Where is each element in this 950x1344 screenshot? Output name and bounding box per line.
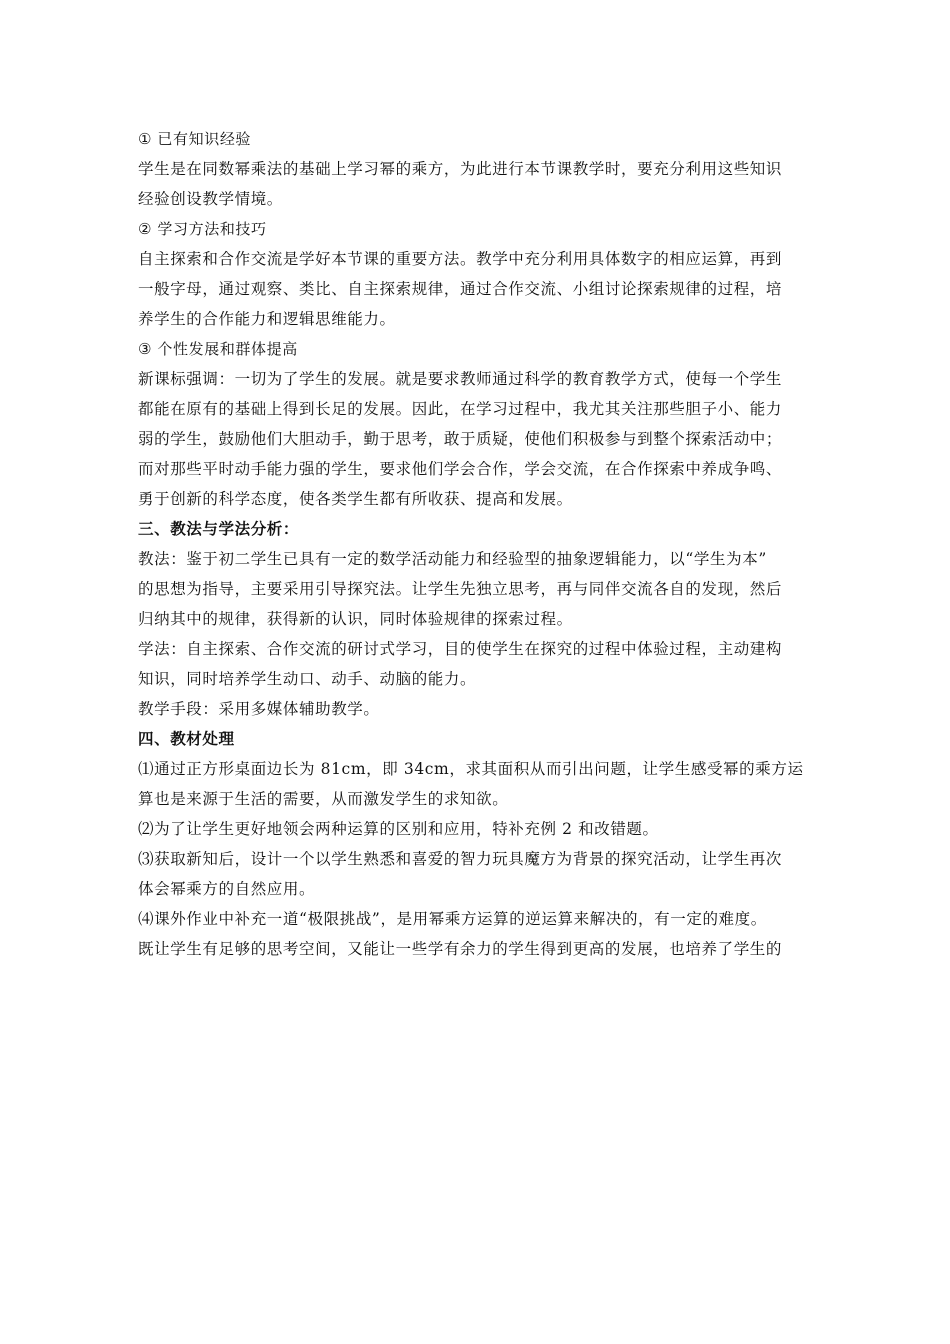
paragraph-line: 一般字母，通过观察、类比、自主探索规律，通过合作交流、小组讨论探索规律的过程，培: [138, 280, 783, 298]
paragraph: [138, 694, 818, 724]
section-heading: 四、教材处理: [138, 729, 235, 748]
paragraph: [138, 544, 818, 634]
paragraph-line: 学法：自主探索、合作交流的研讨式学习，目的使学生在探究的过程中体验过程，主动建构: [138, 640, 783, 658]
paragraph-line: 教法：鉴于初二学生已具有一定的数学活动能力和经验型的抽象逻辑能力，以“学生为本”: [138, 550, 767, 568]
paragraph-line: ⑵为了让学生更好地领会两种运算的区别和应用，特补充例 2 和改错题。: [138, 820, 659, 838]
paragraph-line: 而对那些平时动手能力强的学生，要求他们学会合作，学会交流，在合作探索中养成争鸣、: [138, 460, 783, 478]
paragraph-line: 弱的学生，鼓励他们大胆动手，勤于思考，敢于质疑，使他们积极参与到整个探索活动中；: [138, 430, 783, 448]
paragraph: [138, 844, 818, 904]
subsection-title: ② 学习方法和技巧: [138, 220, 267, 238]
paragraph-line: 新课标强调：一切为了学生的发展。就是要求教师通过科学的教育教学方式，使每一个学生: [138, 370, 783, 388]
paragraph-line: 知识，同时培养学生动口、动手、动脑的能力。: [138, 670, 477, 688]
paragraph-line: 养学生的合作能力和逻辑思维能力。: [138, 310, 396, 328]
paragraph: [138, 154, 818, 214]
document-body: [138, 124, 818, 964]
paragraph-line: 自主探索和合作交流是学好本节课的重要方法。教学中充分利用具体数字的相应运算，再到: [138, 250, 783, 268]
paragraph-line: ⑷课外作业中补充一道“极限挑战”，是用幂乘方运算的逆运算来解决的，有一定的难度。: [138, 910, 767, 928]
paragraph-line: 教学手段：采用多媒体辅助教学。: [138, 700, 380, 718]
paragraph: [138, 634, 818, 694]
paragraph-line: 归纳其中的规律，获得新的认识，同时体验规律的探索过程。: [138, 610, 573, 628]
paragraph-line: 学生是在同数幂乘法的基础上学习幂的乘方，为此进行本节课教学时，要充分利用这些知识: [138, 160, 783, 178]
paragraph: [138, 364, 818, 514]
subsection-title: ③ 个性发展和群体提高: [138, 340, 298, 358]
subsection-title: ① 已有知识经验: [138, 130, 252, 148]
paragraph: [138, 244, 818, 334]
paragraph-line: 的思想为指导，主要采用引导探究法。让学生先独立思考，再与同伴交流各自的发现，然后: [138, 580, 783, 598]
section-heading: 三、教法与学法分析：: [138, 519, 300, 538]
paragraph-line: 经验创设教学情境。: [138, 190, 283, 208]
paragraph: [138, 754, 818, 814]
paragraph-line: ⑴通过正方形桌面边长为 81cm，即 34cm，求其面积从而引出问题，让学生感受幂的乘方运: [138, 760, 804, 778]
paragraph-line: 既让学生有足够的思考空间，又能让一些学有余力的学生得到更高的发展，也培养了学生的: [138, 940, 783, 958]
paragraph-line: 算也是来源于生活的需要，从而激发学生的求知欲。: [138, 790, 509, 808]
paragraph: [138, 904, 818, 964]
paragraph-line: 体会幂乘方的自然应用。: [138, 880, 316, 898]
paragraph: [138, 814, 818, 844]
paragraph-line: 都能在原有的基础上得到长足的发展。因此，在学习过程中，我尤其关注那些胆子小、能力: [138, 400, 783, 418]
paragraph-line: 勇于创新的科学态度，使各类学生都有所收获、提高和发展。: [138, 490, 573, 508]
paragraph-line: ⑶获取新知后，设计一个以学生熟悉和喜爱的智力玩具魔方为背景的探究活动，让学生再次: [138, 850, 783, 868]
